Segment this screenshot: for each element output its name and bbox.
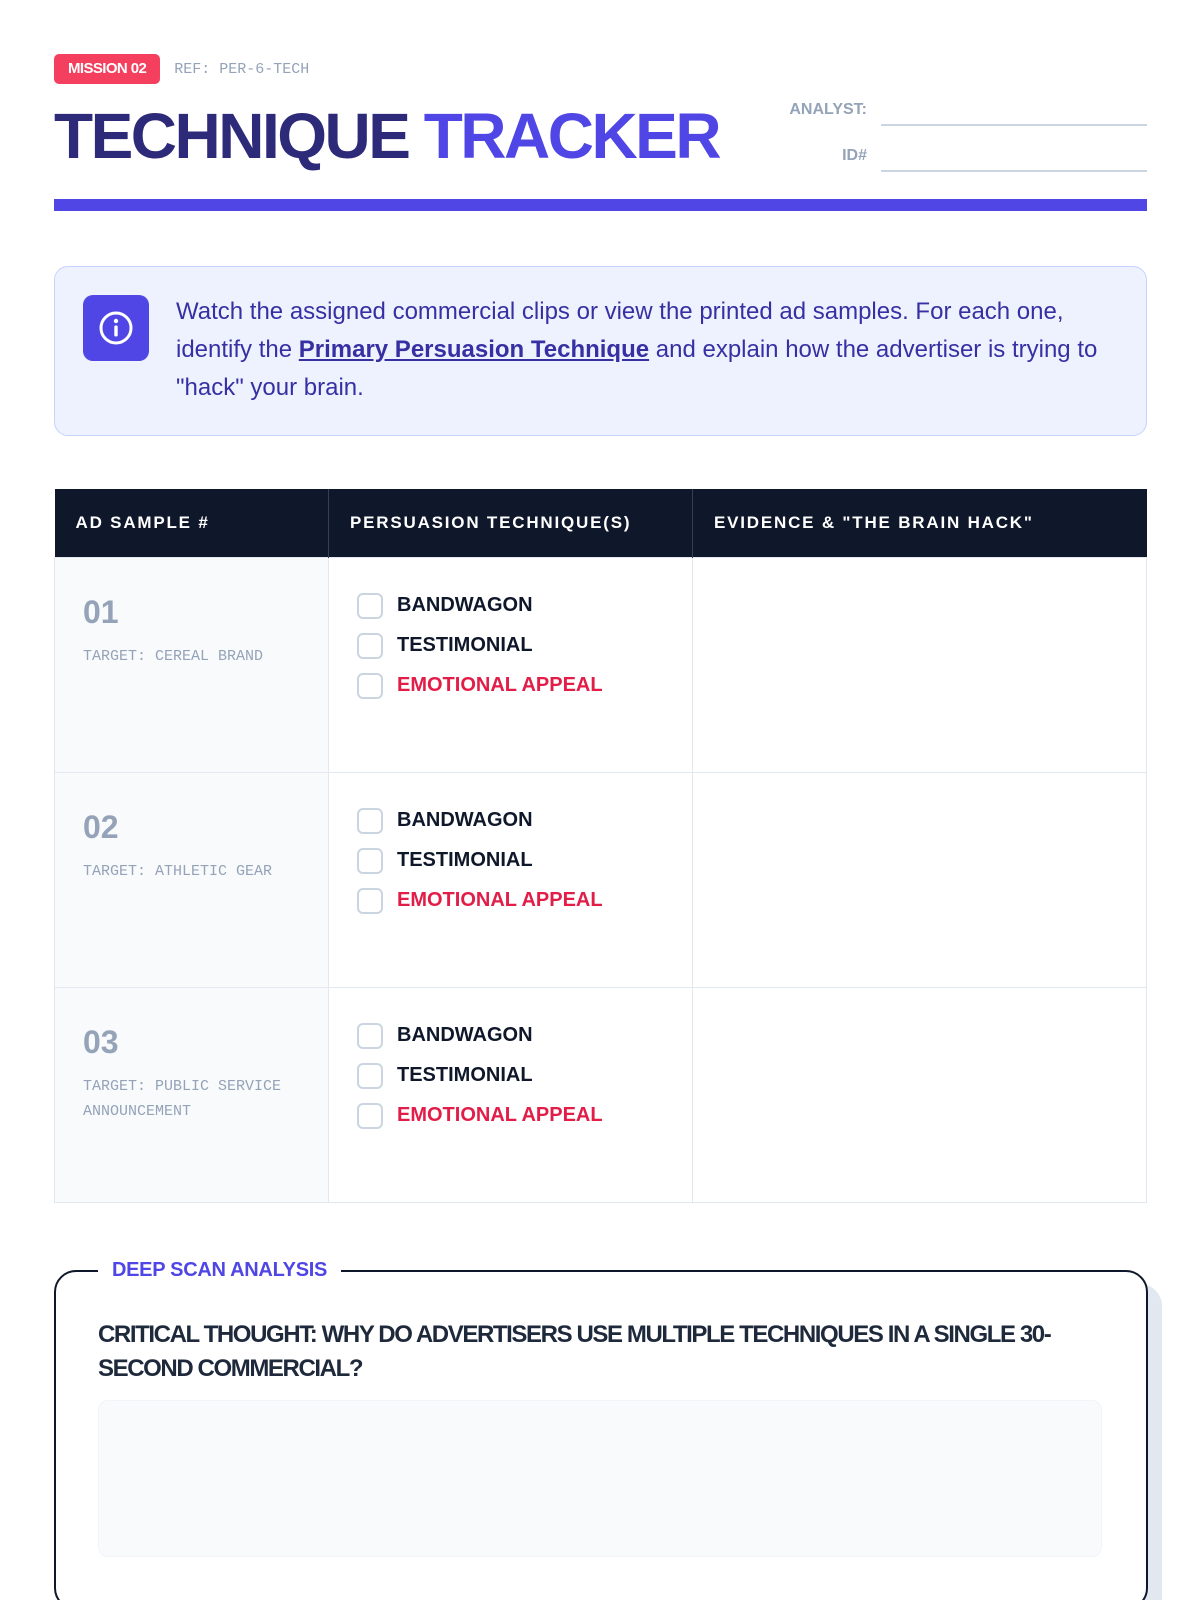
option-emotional-appeal[interactable]: [357, 666, 692, 706]
deep-scan-panel: [54, 1259, 1148, 1600]
sample-target: TARGET: ATHLETIC GEAR: [83, 862, 273, 880]
option-emotional-appeal[interactable]: [357, 1096, 692, 1136]
checkbox[interactable]: [357, 1063, 383, 1089]
option-bandwagon[interactable]: [357, 1016, 692, 1056]
checkbox[interactable]: [357, 633, 383, 659]
option-testimonial[interactable]: [357, 841, 692, 881]
checkbox[interactable]: [357, 808, 383, 834]
info-icon: [83, 295, 149, 361]
table-row: [55, 557, 1147, 772]
option-label: EMOTIONAL APPEAL: [397, 1104, 603, 1126]
table-header-row: [55, 489, 1147, 557]
sample-number: 01: [83, 593, 119, 630]
column-header-evidence: EVIDENCE & "THE BRAIN HACK": [693, 489, 1147, 557]
option-label: TESTIMONIAL: [397, 634, 533, 656]
checkbox[interactable]: [357, 1103, 383, 1129]
option-label: BANDWAGON: [397, 594, 533, 616]
evidence-cell[interactable]: [693, 772, 1147, 987]
technique-cell: [329, 772, 693, 987]
technique-cell: [329, 557, 693, 772]
title-part-2: TRACKER: [423, 100, 720, 172]
instructions-text-before: Watch the assigned commercial clips or view the printed ad samples. For each one, identify the: [176, 298, 1064, 363]
checkbox[interactable]: [357, 848, 383, 874]
sample-cell: [55, 557, 329, 772]
analyst-field: [777, 80, 1147, 126]
option-bandwagon[interactable]: [357, 586, 692, 626]
sample-cell: [55, 987, 329, 1202]
id-label: ID#: [842, 147, 867, 164]
analyst-label: ANALYST:: [789, 101, 867, 118]
title-part-1: TECHNIQUE: [54, 100, 409, 172]
technique-table: [54, 489, 1147, 1203]
option-label: EMOTIONAL APPEAL: [397, 889, 603, 911]
option-testimonial[interactable]: [357, 1056, 692, 1096]
option-label: EMOTIONAL APPEAL: [397, 674, 603, 696]
instructions-text-after: and explain how the advertiser is trying to "hack" your brain.: [176, 336, 1098, 401]
sample-number: 02: [83, 808, 119, 845]
technique-cell: [329, 987, 693, 1202]
option-label: TESTIMONIAL: [397, 1064, 533, 1086]
option-bandwagon[interactable]: [357, 801, 692, 841]
page-title: [54, 96, 719, 176]
checkbox[interactable]: [357, 593, 383, 619]
instructions-emphasis: Primary Persuasion Technique: [298, 336, 650, 363]
sample-target: TARGET: PUBLIC SERVICE ANNOUNCEMENT: [83, 1077, 282, 1120]
table-row: [55, 987, 1147, 1202]
mission-badge: MISSION 02: [54, 54, 160, 84]
worksheet-header: [54, 54, 1147, 214]
reference-code: REF: PER-6-TECH: [174, 60, 310, 78]
id-input-line[interactable]: [881, 142, 1147, 172]
sample-cell: [55, 772, 329, 987]
mission-row: [54, 54, 309, 84]
instructions-text: [176, 293, 1116, 407]
checkbox[interactable]: [357, 888, 383, 914]
evidence-cell[interactable]: [693, 557, 1147, 772]
evidence-cell[interactable]: [693, 987, 1147, 1202]
option-label: TESTIMONIAL: [397, 849, 533, 871]
sample-number: 03: [83, 1023, 119, 1060]
student-fields: [777, 80, 1147, 172]
checkbox[interactable]: [357, 673, 383, 699]
option-label: BANDWAGON: [397, 1024, 533, 1046]
checkbox[interactable]: [357, 1023, 383, 1049]
column-header-sample: AD SAMPLE #: [55, 489, 329, 557]
column-header-technique: PERSUASION TECHNIQUE(S): [329, 489, 693, 557]
critical-thought-question: CRITICAL THOUGHT: WHY DO ADVERTISERS USE MULTIPLE TECHNIQUES IN A SINGLE 30-SECOND COMMERCIAL?: [98, 1321, 1051, 1382]
sample-target: TARGET: CEREAL BRAND: [83, 647, 264, 665]
instructions-box: [54, 266, 1147, 436]
answer-area[interactable]: [98, 1400, 1102, 1557]
option-testimonial[interactable]: [357, 626, 692, 666]
option-emotional-appeal[interactable]: [357, 881, 692, 921]
id-field: [777, 126, 1147, 172]
analyst-input-line[interactable]: [881, 96, 1147, 126]
table-row: [55, 772, 1147, 987]
deep-scan-legend: DEEP SCAN ANALYSIS: [98, 1255, 341, 1285]
header-divider: [54, 199, 1147, 211]
option-label: BANDWAGON: [397, 809, 533, 831]
